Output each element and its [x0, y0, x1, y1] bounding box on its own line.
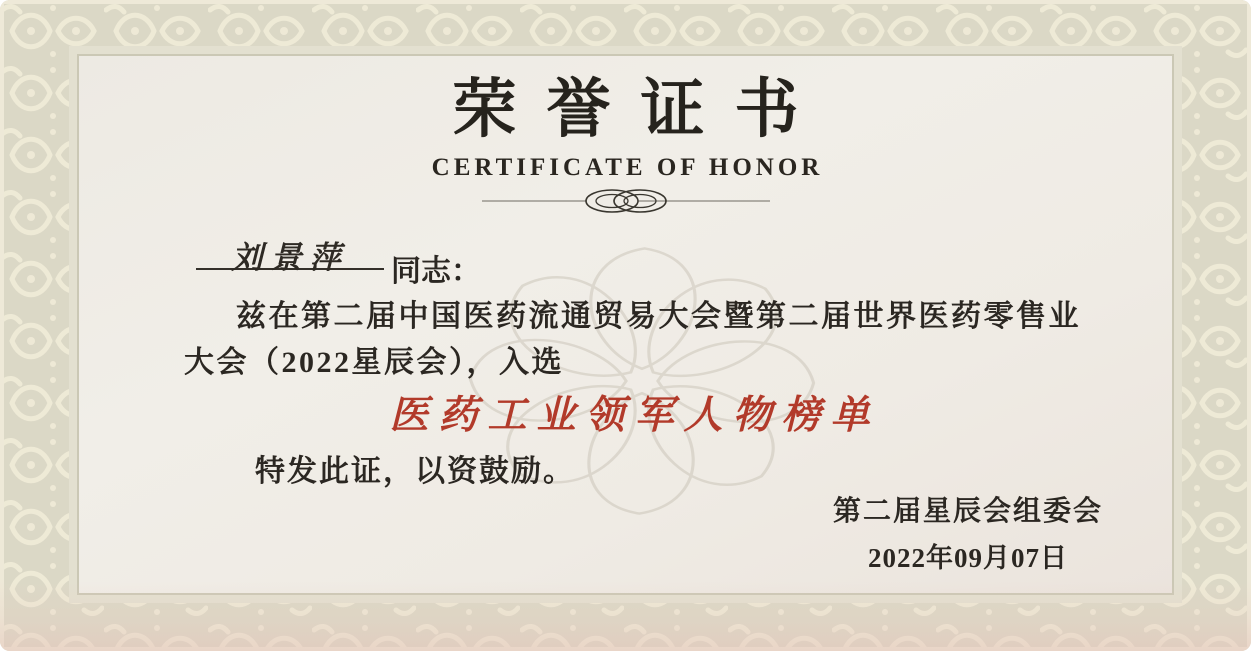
certificate-title: 荣誉证书 — [452, 74, 829, 145]
body-line-2: 大会（2022星辰会），入选 — [184, 346, 564, 379]
closing-line: 特发此证，以资鼓励。 — [255, 455, 575, 488]
issuer-name: 第二届星辰会组委会 — [832, 496, 1103, 527]
issue-date: 2022年09月07日 — [867, 543, 1068, 573]
recipient-name: 刘景萍 — [196, 232, 384, 270]
rope-knot-divider-icon — [480, 188, 772, 214]
certificate-subtitle: CERTIFICATE OF HONOR — [431, 154, 824, 181]
signoff-block — [833, 489, 1103, 575]
award-title: 医药工业领军人物榜单 — [389, 394, 880, 437]
salutation-label: 同志： — [391, 255, 481, 288]
body-line-1: 兹在第二届中国医药流通贸易大会暨第二届世界医药零售业 — [236, 300, 1081, 333]
